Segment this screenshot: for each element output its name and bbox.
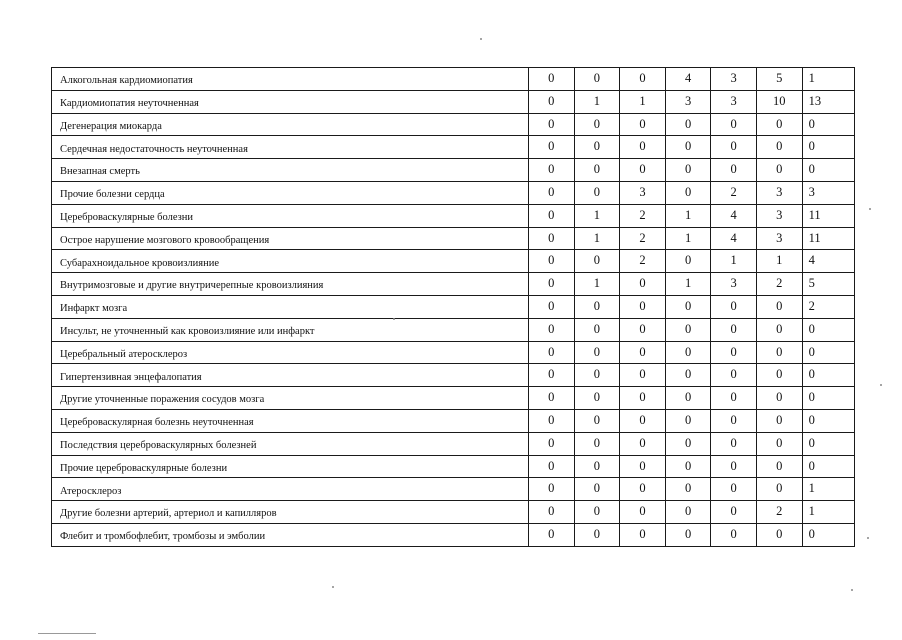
table-row: [52, 501, 855, 524]
value-cell: 4: [711, 204, 757, 227]
value-cell: 0: [529, 455, 575, 478]
value-cell: 4: [711, 227, 757, 250]
value-cell: 0: [665, 501, 711, 524]
value-cell: 13: [802, 90, 854, 113]
value-cell: 2: [802, 295, 854, 318]
value-cell: 0: [529, 273, 575, 296]
row-label: Другие уточненные поражения сосудов мозга: [52, 387, 529, 410]
value-cell: 0: [620, 113, 666, 136]
value-cell: 2: [756, 501, 802, 524]
value-cell: 0: [711, 136, 757, 159]
value-cell: 0: [756, 478, 802, 501]
value-cell: 0: [529, 68, 575, 91]
value-cell: 0: [711, 432, 757, 455]
table-row: [52, 136, 855, 159]
scan-line: [38, 633, 96, 634]
value-cell: 1: [665, 204, 711, 227]
value-cell: 0: [529, 478, 575, 501]
value-cell: 1: [665, 273, 711, 296]
value-cell: 0: [574, 387, 620, 410]
row-label: Цереброваскулярные болезни: [52, 204, 529, 227]
value-cell: 0: [620, 295, 666, 318]
table-row: [52, 159, 855, 182]
value-cell: 0: [711, 364, 757, 387]
value-cell: 2: [756, 273, 802, 296]
value-cell: 3: [711, 90, 757, 113]
value-cell: 0: [529, 113, 575, 136]
value-cell: 2: [620, 227, 666, 250]
value-cell: 0: [711, 478, 757, 501]
row-label: Алкогольная кардиомиопатия: [52, 68, 529, 91]
value-cell: 2: [620, 204, 666, 227]
value-cell: 0: [802, 432, 854, 455]
value-cell: 1: [711, 250, 757, 273]
value-cell: 0: [756, 523, 802, 546]
row-label: Прочие болезни сердца: [52, 181, 529, 204]
value-cell: 0: [620, 364, 666, 387]
scan-speck: [867, 537, 869, 539]
row-label: Кардиомиопатия неуточненная: [52, 90, 529, 113]
value-cell: 0: [756, 341, 802, 364]
row-label: Церебральный атеросклероз: [52, 341, 529, 364]
value-cell: 0: [529, 523, 575, 546]
value-cell: 0: [529, 341, 575, 364]
row-label: Внутримозговые и другие внутричерепные кровоизлияния: [52, 273, 529, 296]
value-cell: 0: [620, 341, 666, 364]
value-cell: 0: [574, 136, 620, 159]
value-cell: 11: [802, 204, 854, 227]
value-cell: 0: [711, 455, 757, 478]
value-cell: 5: [756, 68, 802, 91]
value-cell: 0: [756, 364, 802, 387]
value-cell: 0: [529, 227, 575, 250]
table-row: [52, 204, 855, 227]
value-cell: 0: [529, 409, 575, 432]
value-cell: 3: [756, 204, 802, 227]
value-cell: 1: [665, 227, 711, 250]
value-cell: 0: [756, 318, 802, 341]
value-cell: 0: [756, 159, 802, 182]
value-cell: 0: [665, 341, 711, 364]
value-cell: 0: [620, 523, 666, 546]
value-cell: 0: [620, 273, 666, 296]
value-cell: 0: [574, 455, 620, 478]
row-label: Цереброваскулярная болезнь неуточненная: [52, 409, 529, 432]
value-cell: 0: [756, 432, 802, 455]
value-cell: 0: [529, 136, 575, 159]
scan-speck: [869, 208, 871, 210]
value-cell: 0: [802, 318, 854, 341]
value-cell: 0: [711, 501, 757, 524]
value-cell: 0: [574, 501, 620, 524]
scan-speck: [332, 586, 334, 588]
table-row: [52, 295, 855, 318]
value-cell: 4: [665, 68, 711, 91]
value-cell: 0: [574, 409, 620, 432]
value-cell: 0: [665, 523, 711, 546]
table-row: [52, 318, 855, 341]
value-cell: 0: [620, 387, 666, 410]
value-cell: 0: [665, 364, 711, 387]
row-label: Атеросклероз: [52, 478, 529, 501]
value-cell: 0: [620, 432, 666, 455]
value-cell: 1: [620, 90, 666, 113]
table-body: [52, 68, 855, 547]
value-cell: 0: [665, 478, 711, 501]
table-row: [52, 432, 855, 455]
value-cell: 3: [756, 227, 802, 250]
table-row: [52, 455, 855, 478]
value-cell: 4: [802, 250, 854, 273]
value-cell: 0: [711, 318, 757, 341]
value-cell: 0: [574, 68, 620, 91]
value-cell: 0: [620, 68, 666, 91]
value-cell: 0: [711, 523, 757, 546]
statistics-table: [51, 67, 855, 547]
value-cell: 0: [802, 364, 854, 387]
value-cell: 1: [802, 478, 854, 501]
scan-speck: [880, 384, 882, 386]
table-row: [52, 227, 855, 250]
scan-speck: [393, 318, 395, 320]
value-cell: 10: [756, 90, 802, 113]
value-cell: 0: [665, 455, 711, 478]
table-row: [52, 341, 855, 364]
value-cell: 0: [529, 90, 575, 113]
value-cell: 3: [620, 181, 666, 204]
value-cell: 0: [802, 455, 854, 478]
value-cell: 0: [574, 523, 620, 546]
value-cell: 0: [529, 364, 575, 387]
value-cell: 1: [802, 68, 854, 91]
value-cell: 1: [802, 501, 854, 524]
row-label: Другие болезни артерий, артериол и капилляров: [52, 501, 529, 524]
value-cell: 0: [665, 295, 711, 318]
scan-speck: [480, 38, 482, 40]
row-label: Последствия цереброваскулярных болезней: [52, 432, 529, 455]
value-cell: 0: [665, 159, 711, 182]
value-cell: 0: [620, 136, 666, 159]
table-row: [52, 181, 855, 204]
table-row: [52, 364, 855, 387]
table-row: [52, 478, 855, 501]
row-label: Субарахноидальное кровоизлияние: [52, 250, 529, 273]
row-label: Прочие цереброваскулярные болезни: [52, 455, 529, 478]
value-cell: 1: [574, 227, 620, 250]
table-row: [52, 250, 855, 273]
value-cell: 0: [711, 159, 757, 182]
value-cell: 0: [711, 341, 757, 364]
value-cell: 0: [529, 181, 575, 204]
value-cell: 0: [529, 318, 575, 341]
value-cell: 0: [802, 387, 854, 410]
value-cell: 0: [802, 523, 854, 546]
value-cell: 0: [711, 387, 757, 410]
value-cell: 0: [620, 318, 666, 341]
row-label: Флебит и тромбофлебит, тромбозы и эмболии: [52, 523, 529, 546]
row-label: Инсульт, не уточненный как кровоизлияние или инфаркт: [52, 318, 529, 341]
table-row: [52, 387, 855, 410]
value-cell: 0: [756, 295, 802, 318]
value-cell: 0: [802, 341, 854, 364]
row-label: Дегенерация миокарда: [52, 113, 529, 136]
value-cell: 0: [756, 455, 802, 478]
value-cell: 0: [802, 113, 854, 136]
value-cell: 0: [529, 501, 575, 524]
value-cell: 0: [665, 432, 711, 455]
row-label: Внезапная смерть: [52, 159, 529, 182]
value-cell: 1: [756, 250, 802, 273]
row-label: Гипертензивная энцефалопатия: [52, 364, 529, 387]
value-cell: 2: [620, 250, 666, 273]
value-cell: 0: [574, 250, 620, 273]
value-cell: 0: [574, 295, 620, 318]
value-cell: 0: [711, 113, 757, 136]
value-cell: 0: [802, 409, 854, 432]
value-cell: 0: [665, 113, 711, 136]
value-cell: 3: [711, 273, 757, 296]
value-cell: 0: [574, 159, 620, 182]
value-cell: 0: [574, 341, 620, 364]
value-cell: 0: [620, 478, 666, 501]
value-cell: 0: [529, 250, 575, 273]
value-cell: 0: [529, 204, 575, 227]
table-row: [52, 113, 855, 136]
value-cell: 3: [665, 90, 711, 113]
value-cell: 0: [665, 181, 711, 204]
value-cell: 0: [665, 318, 711, 341]
table-row: [52, 523, 855, 546]
value-cell: 3: [802, 181, 854, 204]
value-cell: 1: [574, 204, 620, 227]
value-cell: 0: [756, 409, 802, 432]
value-cell: 3: [711, 68, 757, 91]
table-row: [52, 68, 855, 91]
value-cell: 0: [711, 409, 757, 432]
value-cell: 0: [620, 501, 666, 524]
row-label: Инфаркт мозга: [52, 295, 529, 318]
value-cell: 0: [574, 478, 620, 501]
scan-speck: [851, 589, 853, 591]
value-cell: 0: [529, 159, 575, 182]
value-cell: 0: [620, 159, 666, 182]
value-cell: 0: [665, 250, 711, 273]
value-cell: 0: [574, 113, 620, 136]
value-cell: 11: [802, 227, 854, 250]
value-cell: 0: [529, 387, 575, 410]
value-cell: 0: [620, 455, 666, 478]
value-cell: 2: [711, 181, 757, 204]
value-cell: 0: [529, 432, 575, 455]
value-cell: 0: [802, 136, 854, 159]
table-row: [52, 90, 855, 113]
value-cell: 0: [665, 387, 711, 410]
table-row: [52, 273, 855, 296]
value-cell: 0: [756, 113, 802, 136]
row-label: Сердечная недостаточность неуточненная: [52, 136, 529, 159]
value-cell: 0: [711, 295, 757, 318]
value-cell: 0: [574, 181, 620, 204]
value-cell: 0: [529, 295, 575, 318]
value-cell: 0: [665, 136, 711, 159]
value-cell: 0: [665, 409, 711, 432]
value-cell: 3: [756, 181, 802, 204]
value-cell: 5: [802, 273, 854, 296]
value-cell: 0: [620, 409, 666, 432]
value-cell: 0: [756, 136, 802, 159]
value-cell: 0: [574, 432, 620, 455]
value-cell: 0: [756, 387, 802, 410]
value-cell: 0: [802, 159, 854, 182]
value-cell: 0: [574, 318, 620, 341]
table-row: [52, 409, 855, 432]
value-cell: 0: [574, 364, 620, 387]
value-cell: 1: [574, 90, 620, 113]
row-label: Острое нарушение мозгового кровообращения: [52, 227, 529, 250]
value-cell: 1: [574, 273, 620, 296]
